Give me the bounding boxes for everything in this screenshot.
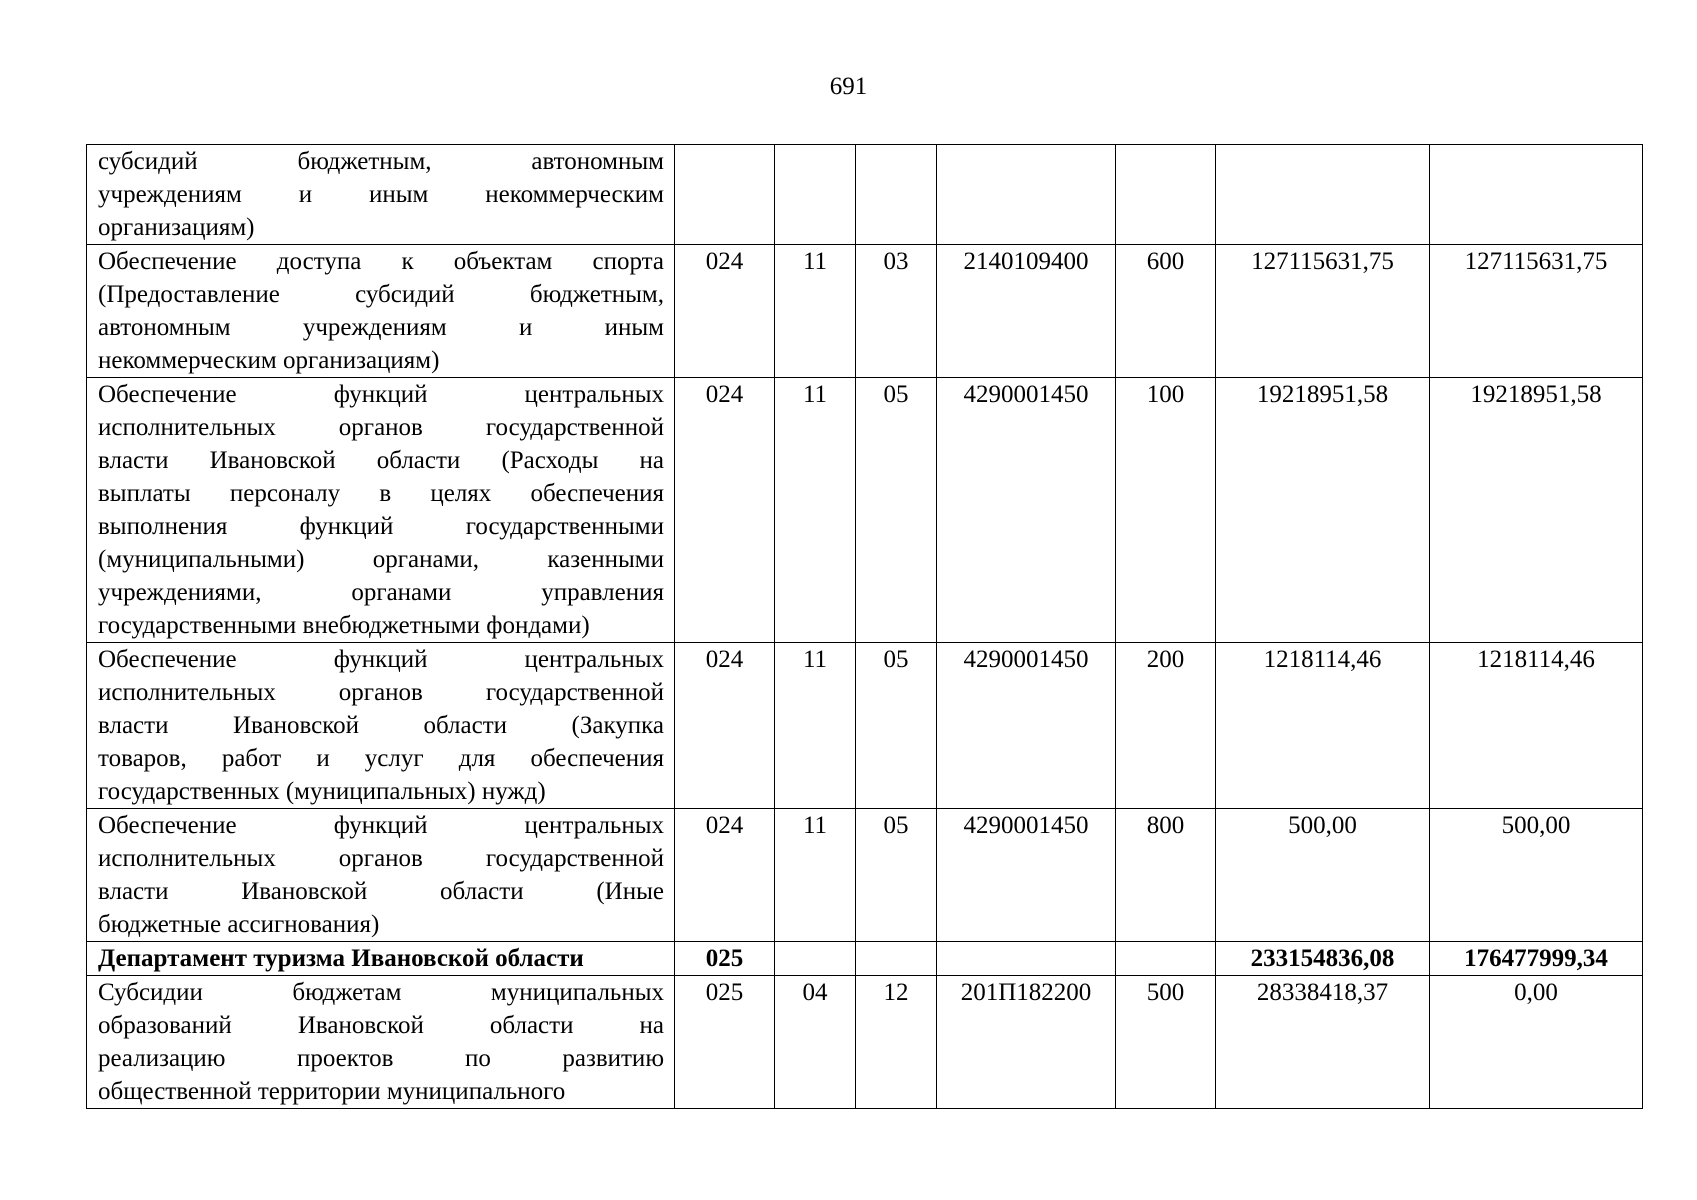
description-line: товаров, работ и услуг для обеспечения bbox=[98, 745, 664, 772]
table-row bbox=[87, 976, 1643, 1109]
cell-expense-type: 600 bbox=[1116, 245, 1216, 378]
cell-target-article: 201П182200 bbox=[937, 976, 1116, 1109]
cell-amount-1: 1218114,46 bbox=[1216, 643, 1430, 809]
cell-amount-2: 0,00 bbox=[1430, 976, 1643, 1109]
cell-section bbox=[775, 145, 856, 245]
cell-gr-code: 024 bbox=[675, 245, 775, 378]
description-line: выплаты персоналу в целях обеспечения bbox=[98, 480, 664, 507]
cell-description bbox=[87, 809, 675, 942]
cell-target-article bbox=[937, 145, 1116, 245]
cell-description bbox=[87, 643, 675, 809]
cell-amount-1: 19218951,58 bbox=[1216, 378, 1430, 643]
table-row bbox=[87, 378, 1643, 643]
cell-subsection: 05 bbox=[856, 643, 937, 809]
cell-gr-code: 025 bbox=[675, 942, 775, 976]
cell-gr-code: 025 bbox=[675, 976, 775, 1109]
cell-amount-1: 28338418,37 bbox=[1216, 976, 1430, 1109]
cell-target-article: 2140109400 bbox=[937, 245, 1116, 378]
cell-description bbox=[87, 245, 675, 378]
cell-amount-2: 19218951,58 bbox=[1430, 378, 1643, 643]
description-line: учреждениям и иным некоммерческим bbox=[98, 181, 664, 208]
cell-expense-type: 500 bbox=[1116, 976, 1216, 1109]
cell-subsection: 05 bbox=[856, 809, 937, 942]
description-line: реализацию проектов по развитию bbox=[98, 1045, 664, 1072]
description-line: некоммерческим организациям) bbox=[98, 347, 440, 374]
description-line: исполнительных органов государственной bbox=[98, 679, 664, 706]
cell-amount-1 bbox=[1216, 145, 1430, 245]
description-line: субсидий бюджетным, автономным bbox=[98, 148, 664, 175]
cell-expense-type: 200 bbox=[1116, 643, 1216, 809]
cell-expense-type: 100 bbox=[1116, 378, 1216, 643]
description-line: государственными внебюджетными фондами) bbox=[98, 612, 590, 639]
cell-section: 11 bbox=[775, 245, 856, 378]
cell-section: 04 bbox=[775, 976, 856, 1109]
description-line: организациям) bbox=[98, 214, 255, 241]
description-line: выполнения функций государственными bbox=[98, 513, 664, 540]
table-row bbox=[87, 245, 1643, 378]
cell-section: 11 bbox=[775, 378, 856, 643]
cell-target-article bbox=[937, 942, 1116, 976]
cell-gr-code: 024 bbox=[675, 643, 775, 809]
cell-section bbox=[775, 942, 856, 976]
cell-expense-type bbox=[1116, 942, 1216, 976]
page-number: 691 bbox=[829, 73, 868, 100]
cell-subsection: 12 bbox=[856, 976, 937, 1109]
description-line: Обеспечение функций центральных bbox=[98, 812, 664, 839]
cell-gr-code: 024 bbox=[675, 378, 775, 643]
description-line: власти Ивановской области (Иные bbox=[98, 878, 664, 905]
description-line: Обеспечение доступа к объектам спорта bbox=[98, 248, 664, 275]
cell-amount-2: 500,00 bbox=[1430, 809, 1643, 942]
description-line: Департамент туризма Ивановской области bbox=[98, 945, 584, 972]
description-line: (Предоставление субсидий бюджетным, bbox=[98, 281, 664, 308]
cell-subsection bbox=[856, 942, 937, 976]
cell-expense-type bbox=[1116, 145, 1216, 245]
cell-target-article: 4290001450 bbox=[937, 643, 1116, 809]
description-line: власти Ивановской области (Расходы на bbox=[98, 447, 664, 474]
table-row bbox=[87, 145, 1643, 245]
description-line: образований Ивановской области на bbox=[98, 1012, 664, 1039]
cell-section: 11 bbox=[775, 643, 856, 809]
description-line: Субсидии бюджетам муниципальных bbox=[98, 979, 664, 1006]
cell-description bbox=[87, 976, 675, 1109]
table-row-section-header bbox=[87, 942, 1643, 976]
table-row bbox=[87, 643, 1643, 809]
table-row bbox=[87, 809, 1643, 942]
cell-target-article: 4290001450 bbox=[937, 378, 1116, 643]
cell-amount-2: 127115631,75 bbox=[1430, 245, 1643, 378]
cell-section: 11 bbox=[775, 809, 856, 942]
cell-expense-type: 800 bbox=[1116, 809, 1216, 942]
cell-amount-2: 1218114,46 bbox=[1430, 643, 1643, 809]
cell-gr-code bbox=[675, 145, 775, 245]
description-line: (муниципальными) органами, казенными bbox=[98, 546, 664, 573]
cell-subsection: 03 bbox=[856, 245, 937, 378]
description-line: государственных (муниципальных) нужд) bbox=[98, 778, 546, 805]
description-line: исполнительных органов государственной bbox=[98, 845, 664, 872]
description-line: власти Ивановской области (Закупка bbox=[98, 712, 664, 739]
cell-description bbox=[87, 942, 675, 976]
description-line: учреждениями, органами управления bbox=[98, 579, 664, 606]
cell-amount-1: 127115631,75 bbox=[1216, 245, 1430, 378]
description-line: общественной территории муниципального bbox=[98, 1078, 566, 1105]
cell-subsection: 05 bbox=[856, 378, 937, 643]
cell-description bbox=[87, 145, 675, 245]
description-line: Обеспечение функций центральных bbox=[98, 646, 664, 673]
cell-description bbox=[87, 378, 675, 643]
cell-amount-1: 233154836,08 bbox=[1216, 942, 1430, 976]
budget-table bbox=[86, 144, 1643, 1109]
cell-amount-2: 176477999,34 bbox=[1430, 942, 1643, 976]
cell-amount-2 bbox=[1430, 145, 1643, 245]
cell-amount-1: 500,00 bbox=[1216, 809, 1430, 942]
description-line: исполнительных органов государственной bbox=[98, 414, 664, 441]
cell-subsection bbox=[856, 145, 937, 245]
cell-target-article: 4290001450 bbox=[937, 809, 1116, 942]
cell-gr-code: 024 bbox=[675, 809, 775, 942]
description-line: бюджетные ассигнования) bbox=[98, 911, 380, 938]
description-line: автономным учреждениям и иным bbox=[98, 314, 664, 341]
description-line: Обеспечение функций центральных bbox=[98, 381, 664, 408]
